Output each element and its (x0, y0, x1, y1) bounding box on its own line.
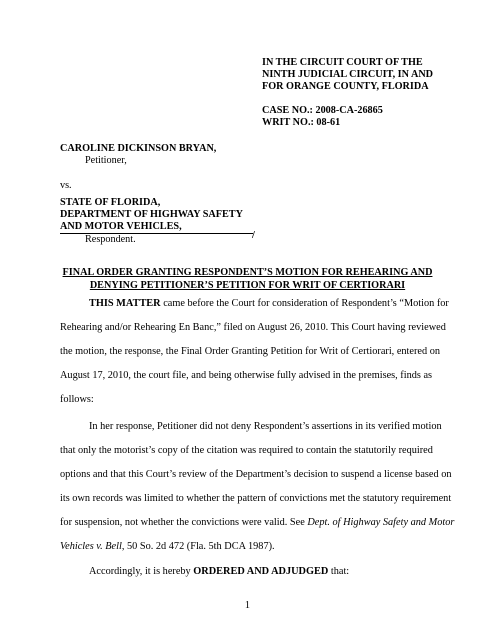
para1-line-4: August 17, 2010, the court file, and being otherwise fully advised in the premises, finds as (60, 370, 433, 381)
writ-number: WRIT NO.: 08-61 (262, 117, 341, 129)
petitioner-block (60, 143, 216, 167)
para1-lead: THIS MATTER (89, 298, 161, 309)
signature-line (60, 233, 253, 234)
respondent-name-line-3: AND MOTOR VEHICLES, (60, 221, 182, 233)
court-caption (262, 57, 433, 94)
case-citation-part-1: Dept. of Highway Safety and Motor (307, 517, 455, 528)
versus-text: vs. (60, 180, 72, 191)
para2-line-3: options and that this Court’s review of the Department’s decision to suspend a license based on (60, 469, 452, 480)
signature-slash: / (252, 230, 255, 241)
para2-line-1: In her response, Petitioner did not deny Respondent’s assertions in its verified motion (89, 421, 442, 432)
para1-line-5: follows: (60, 394, 94, 405)
petitioner-role: Petitioner, (85, 155, 127, 167)
court-line-2: NINTH JUDICIAL CIRCUIT, IN AND (262, 69, 434, 81)
case-numbers (262, 105, 383, 129)
para1-line-1-rest: came before the Court for consideration of Respondent’s “Motion for (160, 298, 449, 309)
order-title (40, 267, 455, 292)
para2-line-6 (60, 541, 275, 553)
ordered-adjudged: ORDERED AND ADJUDGED (193, 566, 329, 577)
petitioner-name: CAROLINE DICKINSON BRYAN, (60, 143, 217, 154)
case-citation-part-2: Vehicles v. Bell (60, 541, 122, 552)
order-title-line-2: DENYING PETITIONER’S PETITION FOR WRIT OF CERTIORARI (89, 279, 406, 291)
para1-line-2: Rehearing and/or Rehearing En Banc,” filed on August 26, 2010. This Court having reviewed (60, 322, 446, 333)
para3-line (89, 566, 349, 578)
court-line-3: FOR ORANGE COUNTY, FLORIDA (262, 81, 429, 93)
order-title-line-1: FINAL ORDER GRANTING RESPONDENT’S MOTION FOR REHEARING AND (62, 267, 433, 278)
para3-end: that: (328, 566, 350, 577)
para2-line-5 (60, 517, 454, 529)
para2-line-6-rest: , 50 So. 2d 472 (Fla. 5th DCA 1987). (121, 541, 275, 552)
court-line-1: IN THE CIRCUIT COURT OF THE (262, 57, 423, 68)
respondent-name-line-2: DEPARTMENT OF HIGHWAY SAFETY (60, 209, 243, 221)
page-number: 1 (244, 600, 251, 611)
respondent-block (60, 197, 243, 246)
para2-line-2: that only the motorist’s copy of the citation was required to contain the statutorily required (60, 445, 433, 456)
case-number: CASE NO.: 2008-CA-26865 (262, 105, 383, 116)
para1-line-3: the motion, the response, the Final Order Granting Petition for Writ of Certiorari, entered on (60, 346, 440, 357)
para2-line-5-start: for suspension, not whether the convictions were valid. See (60, 517, 308, 528)
para1-line-1 (89, 298, 449, 310)
respondent-name-line-1: STATE OF FLORIDA, (60, 197, 161, 208)
para2-line-4: its own records was limited to whether the pattern of convictions met the statutory requirement (60, 493, 452, 504)
para3-start: Accordingly, it is hereby (89, 566, 194, 577)
respondent-role: Respondent. (85, 233, 136, 245)
